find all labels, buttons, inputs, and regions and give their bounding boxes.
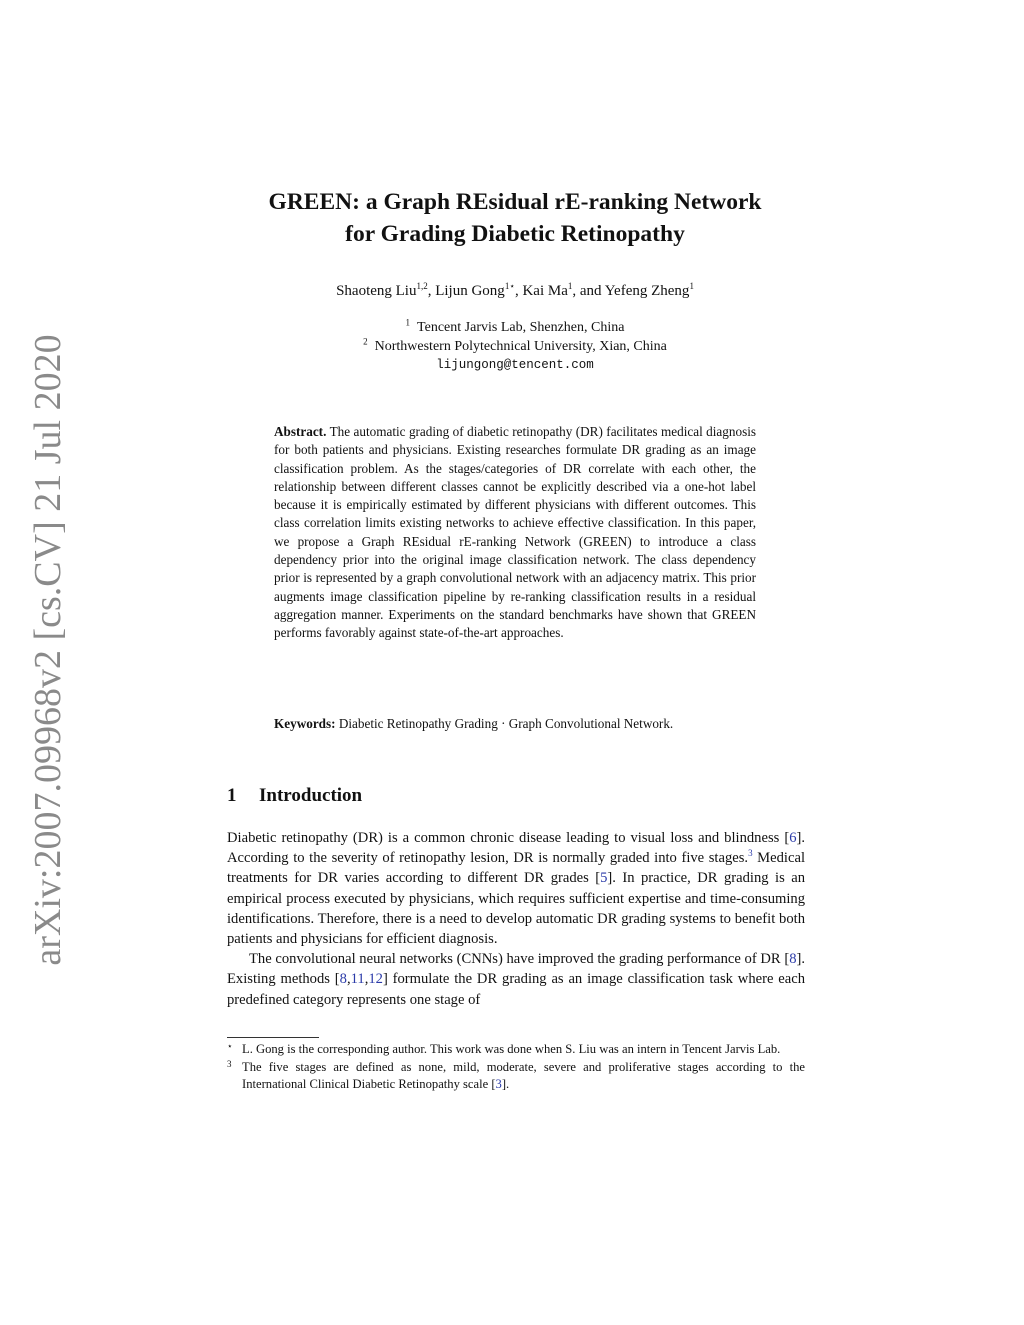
citation-link[interactable]: 3 (495, 1077, 502, 1092)
affiliation-number: 1 (405, 317, 411, 328)
abstract-label: Abstract. (274, 424, 327, 439)
keywords-text: Diabetic Retinopathy Grading · Graph Convolutional Network. (338, 716, 674, 731)
author-affil-mark: 1 (689, 281, 694, 291)
arxiv-stamp (26, 300, 70, 1000)
text-run: The convolutional neural networks (CNNs) have improved the grading performance of DR [ (249, 951, 790, 968)
keywords (274, 715, 756, 733)
citation-link[interactable]: 8 (789, 951, 797, 968)
footnote-mark: 3 (227, 1058, 232, 1069)
text-run: ] formulate the DR grading as an image classification task where each predefined category represents one stage of (227, 971, 806, 1008)
footnote-mark: ⋆ (227, 1041, 233, 1051)
affiliation-text: Tencent Jarvis Lab, Shenzhen, China (417, 320, 625, 335)
affiliation-number: 2 (363, 336, 368, 347)
affiliation-line (200, 318, 830, 337)
paper-title (200, 186, 830, 250)
section-heading (227, 785, 362, 807)
arxiv-stamp-text: arXiv:2007.09968v2 [cs.CV] 21 Jul 2020 (27, 334, 69, 966)
keywords-label: Keywords: (274, 716, 336, 731)
text-run: The five stages are defined as none, mild, moderate, severe and proliferative stages according to the International Clinical Diabetic Retinopathy scale [ (242, 1059, 805, 1092)
author-name: Lijun Gong (435, 283, 505, 299)
footnote-link[interactable]: 3 (748, 848, 753, 859)
abstract (274, 423, 756, 643)
affiliations (200, 318, 830, 375)
author-separator: , (427, 283, 436, 299)
text-run: ]. Existing methods [ (227, 951, 805, 988)
citation-link[interactable]: 12 (368, 971, 383, 988)
abstract-text: The automatic grading of diabetic retinopathy (DR) facilitates medical diagnosis for both patients and physicians. Existing researches formulate DR grading as an image classification problem. As the stages/categories of DR correlate with each other, the relationship between different classes cannot be explicitly described via a one-hot label because it is empirically estimated by different physicians with different outcomes. This class correlation limits existing networks to achieve effective classification. In this paper, we propose a Graph REsidual rE-ranking Network (GREEN) to introduce a class dependency prior into the original image classification network. The class dependency prior is represented by a graph convolutional network with an adjacency matrix. This prior augments image classification pipeline by re-ranking classification results in a residual aggregation manner. Experiments on the standard benchmarks have shown that GREEN performs favorably against state-of-the-art approaches. (274, 424, 756, 641)
author-name: Kai Ma (522, 283, 568, 299)
text-run: ]. (501, 1077, 510, 1092)
text-run: ]. In practice, DR grading is an empirical process executed by physicians, which requires sufficient expertise and time-consuming identifications. Therefore, there is a need to develop automatic DR grading systems to benefit both patients and physicians for efficient diagnosis. (227, 870, 805, 948)
author-name: Yefeng Zheng (604, 283, 690, 299)
footnote (227, 1059, 805, 1094)
footnote-text (242, 1059, 805, 1094)
author-list (200, 283, 830, 300)
citation-link[interactable]: 8 (339, 971, 347, 988)
title-line-2: for Grading Diabetic Retinopathy (345, 221, 685, 247)
text-run: ]. According to the severity of retinopathy lesion, DR is normally graded into five stages. (227, 830, 805, 867)
footnotes (227, 1041, 805, 1094)
text-run: L. Gong is the corresponding author. This work was done when S. Liu was an intern in Tencent Jarvis Lab. (242, 1042, 781, 1056)
paragraph: The convolutional neural networks (CNNs) have improved the grading performance of DR [8]. Existing methods [8,11,12] formulate the DR grading as an image classification task where each predefined category represents one stage of (227, 951, 806, 1008)
author-affil-mark: 1⋆ (504, 281, 515, 291)
author-affil-mark: 1 (567, 281, 573, 291)
text-run: Medical treatments for DR varies according to different DR grades [ (227, 850, 805, 887)
footnote (227, 1041, 805, 1059)
title-line-1: GREEN: a Graph REsidual rE-ranking Network (268, 189, 762, 215)
citation-link[interactable]: 5 (600, 870, 608, 887)
section-title: Introduction (259, 785, 363, 806)
author-email[interactable]: lijungong@tencent.com (436, 358, 594, 372)
text-run: Diabetic retinopathy (DR) is a common chronic disease leading to visual loss and blindness [ (227, 830, 790, 846)
author-separator: , and (572, 283, 605, 299)
citation-link[interactable]: 11 (350, 971, 365, 988)
section-number: 1 (227, 785, 237, 806)
footnote-text (242, 1041, 805, 1059)
citation-link[interactable]: 6 (789, 830, 797, 846)
affiliation-text: Northwestern Polytechnical University, Xian, China (374, 339, 667, 354)
affiliation-line (200, 337, 830, 356)
author-name: Shaoteng Liu (336, 283, 417, 299)
author-separator: , (514, 283, 523, 299)
author-affil-mark: 1,2 (416, 281, 428, 291)
paragraph (227, 828, 805, 949)
body-text (227, 828, 805, 1010)
